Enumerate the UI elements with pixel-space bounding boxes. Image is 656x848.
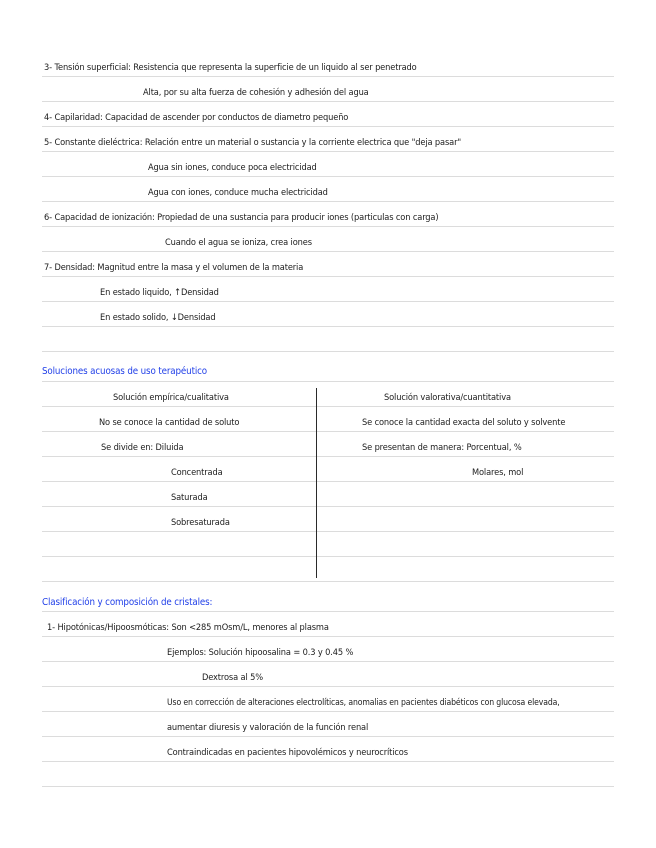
section-heading: Clasificación y composición de cristales: xyxy=(42,597,213,608)
note-line: 1- Hipotónicas/Hipoosmóticas: Son <285 mOsm/L, menores al plasma xyxy=(47,623,329,633)
column-title-right: Solución valorativa/cuantitativa xyxy=(384,393,511,403)
ruled-line xyxy=(42,531,614,532)
note-line: 3- Tensión superficial: Resistencia que representa la superficie de un liquido al ser penetrado xyxy=(44,63,417,73)
ruled-line xyxy=(42,556,614,557)
ruled-line xyxy=(42,736,614,737)
ruled-line xyxy=(42,661,614,662)
note-line: Agua sin iones, conduce poca electricidad xyxy=(148,163,317,173)
ruled-line xyxy=(42,761,614,762)
ruled-line xyxy=(42,326,614,327)
note-line: 6- Capacidad de ionización: Propiedad de una sustancia para producir iones (particulas con carga) xyxy=(44,213,439,223)
ruled-line xyxy=(42,381,614,382)
ruled-line xyxy=(42,406,614,407)
ruled-line xyxy=(42,351,614,352)
ruled-line xyxy=(42,176,614,177)
column-title-left: Solución empírica/cualitativa xyxy=(113,393,229,403)
note-line: Alta, por su alta fuerza de cohesión y adhesión del agua xyxy=(143,88,369,98)
ruled-line xyxy=(42,226,614,227)
ruled-line xyxy=(42,636,614,637)
note-line: Cuando el agua se ioniza, crea iones xyxy=(165,238,312,248)
note-line: aumentar diuresis y valoración de la función renal xyxy=(167,723,369,733)
note-line: Dextrosa al 5% xyxy=(202,673,263,683)
section-heading: Soluciones acuosas de uso terapéutico xyxy=(42,366,208,377)
ruled-line xyxy=(42,251,614,252)
note-line: Molares, mol xyxy=(472,468,524,478)
ruled-line xyxy=(42,431,614,432)
note-line: Contraindicadas en pacientes hipovolémicos y neurocríticos xyxy=(167,748,408,758)
column-divider xyxy=(316,388,317,578)
ruled-line xyxy=(42,611,614,612)
ruled-line xyxy=(42,786,614,787)
ruled-line xyxy=(42,276,614,277)
note-line: En estado liquido, ↑Densidad xyxy=(100,288,219,298)
ruled-line xyxy=(42,101,614,102)
note-line: No se conoce la cantidad de soluto xyxy=(99,418,240,428)
ruled-line xyxy=(42,711,614,712)
note-line: Se presentan de manera: Porcentual, % xyxy=(362,443,522,453)
note-line: Saturada xyxy=(171,493,208,503)
note-line: 4- Capilaridad: Capacidad de ascender por conductos de diametro pequeño xyxy=(44,113,349,123)
note-line: Se divide en: Diluida xyxy=(101,443,184,453)
note-line: Ejemplos: Solución hipoosalina = 0.3 y 0.45 % xyxy=(167,648,354,658)
note-line: Concentrada xyxy=(171,468,223,478)
note-line: 7- Densidad: Magnitud entre la masa y el volumen de la materia xyxy=(44,263,304,273)
note-line: Uso en corrección de alteraciones electrolíticas, anomalias en pacientes diabéticos con glucosa elevada, xyxy=(167,698,560,708)
note-line: En estado solido, ↓Densidad xyxy=(100,313,216,323)
ruled-line xyxy=(42,456,614,457)
ruled-line xyxy=(42,301,614,302)
ruled-line xyxy=(42,686,614,687)
note-line: Sobresaturada xyxy=(171,518,230,528)
ruled-line xyxy=(42,506,614,507)
ruled-line xyxy=(42,76,614,77)
ruled-line xyxy=(42,126,614,127)
ruled-line xyxy=(42,481,614,482)
ruled-line xyxy=(42,581,614,582)
note-line: Agua con iones, conduce mucha electricidad xyxy=(148,188,328,198)
note-line: Se conoce la cantidad exacta del soluto y solvente xyxy=(362,418,566,428)
ruled-line xyxy=(42,151,614,152)
ruled-line xyxy=(42,201,614,202)
note-line: 5- Constante dieléctrica: Relación entre un material o sustancia y la corriente electrica que "deja pasar" xyxy=(44,138,462,148)
